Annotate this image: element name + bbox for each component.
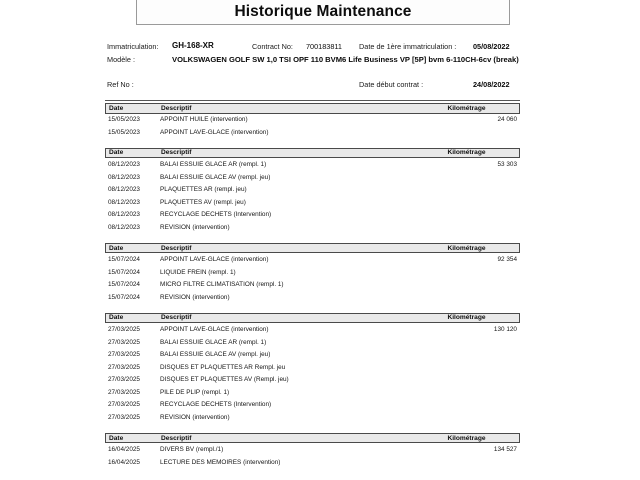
- cell-descriptif: DIVERS BV (rempl./1): [160, 446, 224, 454]
- cell-descriptif: DISQUES ET PLAQUETTES AV (Rempl. jeu): [160, 376, 289, 384]
- cell-descriptif: LIQUIDE FREIN (rempl. 1): [160, 268, 236, 276]
- cell-descriptif: APPOINT LAVE-GLACE (intervention): [160, 325, 269, 333]
- cell-descriptif: BALAI ESSUIE GLACE AV (rempl. jeu): [160, 351, 271, 359]
- column-header-date: Date: [109, 149, 124, 157]
- table-row: [105, 411, 520, 424]
- contract-number-value: 700183811: [306, 42, 342, 51]
- maintenance-tables: [105, 103, 520, 478]
- column-header-descriptif: Descriptif: [161, 104, 192, 112]
- table-header-row: [105, 313, 520, 324]
- contract-number-label: Contract No:: [252, 42, 293, 51]
- vehicle-info-block: [107, 42, 527, 94]
- table-row: [105, 183, 520, 196]
- cell-kilometrage: 130 120: [493, 325, 517, 333]
- header-separator-rule: [105, 100, 520, 101]
- cell-descriptif: DISQUES ET PLAQUETTES AR Rempl. jeu: [160, 363, 286, 371]
- cell-date: 08/12/2023: [108, 160, 140, 168]
- cell-date: 27/03/2025: [108, 414, 140, 422]
- cell-date: 27/03/2025: [108, 388, 140, 396]
- cell-date: 27/03/2025: [108, 338, 140, 346]
- column-header-date: Date: [109, 104, 124, 112]
- cell-kilometrage: 92 354: [497, 256, 517, 264]
- model-label: Modèle :: [107, 55, 135, 64]
- cell-date: 16/04/2025: [108, 446, 140, 454]
- cell-descriptif: REVISION (intervention): [160, 293, 230, 301]
- column-header-kilometrage: Kilométrage: [447, 434, 486, 442]
- column-header-date: Date: [109, 244, 124, 252]
- column-header-kilometrage: Kilométrage: [447, 149, 486, 157]
- page-title: Historique Maintenance: [234, 3, 412, 20]
- cell-date: 27/03/2025: [108, 376, 140, 384]
- table-row: [105, 114, 520, 127]
- table-row: [105, 171, 520, 184]
- table-row: [105, 278, 520, 291]
- cell-date: 15/05/2023: [108, 128, 140, 136]
- column-header-kilometrage: Kilométrage: [447, 314, 486, 322]
- cell-date: 15/07/2024: [108, 281, 140, 289]
- cell-kilometrage: 134 527: [493, 446, 517, 454]
- column-header-descriptif: Descriptif: [161, 244, 192, 252]
- contract-start-date-label: Date début contrat :: [359, 80, 424, 89]
- table-row: [105, 456, 520, 469]
- cell-date: 08/12/2023: [108, 186, 140, 194]
- cell-kilometrage: 24 060: [497, 116, 517, 124]
- first-registration-date-value: 05/08/2022: [473, 42, 510, 51]
- cell-descriptif: BALAI ESSUIE GLACE AR (rempl. 1): [160, 338, 267, 346]
- table-row: [105, 266, 520, 279]
- cell-date: 27/03/2025: [108, 401, 140, 409]
- model-value: VOLKSWAGEN GOLF SW 1,0 TSI OPF 110 BVM6 Life Business VP [5P] bvm 6-110CH-6cv (break): [172, 55, 519, 64]
- column-header-date: Date: [109, 434, 124, 442]
- cell-descriptif: MICRO FILTRE CLIMATISATION (rempl. 1): [160, 281, 284, 289]
- table-row: [105, 348, 520, 361]
- cell-descriptif: REVISION (intervention): [160, 414, 230, 422]
- cell-descriptif: RECYCLAGE DECHETS (Intervention): [160, 211, 272, 219]
- cell-date: 08/12/2023: [108, 198, 140, 206]
- cell-descriptif: PLAQUETTES AV (rempl. jeu): [160, 198, 246, 206]
- cell-date: 27/03/2025: [108, 351, 140, 359]
- table-row: [105, 323, 520, 336]
- cell-date: 27/03/2025: [108, 325, 140, 333]
- column-header-kilometrage: Kilométrage: [447, 104, 486, 112]
- maintenance-table: [105, 313, 520, 424]
- cell-descriptif: PILE DE PLIP (rempl. 1): [160, 388, 230, 396]
- cell-descriptif: APPOINT LAVE-GLACE (intervention): [160, 128, 269, 136]
- table-header-row: [105, 243, 520, 254]
- cell-date: 15/05/2023: [108, 116, 140, 124]
- table-row: [105, 361, 520, 374]
- cell-descriptif: BALAI ESSUIE GLACE AV (rempl. jeu): [160, 173, 271, 181]
- cell-descriptif: LECTURE DES MEMOIRES (intervention): [160, 458, 281, 466]
- info-row-registration: [107, 42, 527, 56]
- maintenance-table: [105, 103, 520, 139]
- info-row-model: [107, 56, 527, 80]
- cell-date: 08/12/2023: [108, 173, 140, 181]
- table-row: [105, 126, 520, 139]
- column-header-descriptif: Descriptif: [161, 314, 192, 322]
- cell-descriptif: BALAI ESSUIE GLACE AR (rempl. 1): [160, 160, 267, 168]
- cell-descriptif: PLAQUETTES AR (rempl. jeu): [160, 186, 247, 194]
- document-title-box: [136, 0, 510, 25]
- maintenance-table: [105, 148, 520, 234]
- table-row: [105, 336, 520, 349]
- immatriculation-value: GH-168-XR: [172, 41, 214, 50]
- cell-descriptif: APPOINT HUILE (intervention): [160, 116, 248, 124]
- table-row: [105, 443, 520, 456]
- table-header-row: [105, 433, 520, 444]
- cell-date: 15/07/2024: [108, 268, 140, 276]
- maintenance-table: [105, 433, 520, 469]
- cell-kilometrage: 53 303: [497, 160, 517, 168]
- table-row: [105, 196, 520, 209]
- table-header-row: [105, 148, 520, 159]
- table-header-row: [105, 103, 520, 114]
- table-row: [105, 253, 520, 266]
- table-row: [105, 209, 520, 222]
- info-row-reference: [107, 80, 527, 94]
- column-header-descriptif: Descriptif: [161, 434, 192, 442]
- cell-date: 08/12/2023: [108, 223, 140, 231]
- table-row: [105, 399, 520, 412]
- contract-start-date-value: 24/08/2022: [473, 80, 510, 89]
- column-header-kilometrage: Kilométrage: [447, 244, 486, 252]
- table-row: [105, 386, 520, 399]
- table-row: [105, 158, 520, 171]
- table-row: [105, 221, 520, 234]
- table-row: [105, 374, 520, 387]
- cell-date: 27/03/2025: [108, 363, 140, 371]
- cell-date: 15/07/2024: [108, 293, 140, 301]
- immatriculation-label: Immatriculation:: [107, 42, 159, 51]
- cell-descriptif: APPOINT LAVE-GLACE (intervention): [160, 256, 269, 264]
- cell-date: 08/12/2023: [108, 211, 140, 219]
- cell-date: 16/04/2025: [108, 458, 140, 466]
- cell-date: 15/07/2024: [108, 256, 140, 264]
- maintenance-table: [105, 243, 520, 304]
- column-header-date: Date: [109, 314, 124, 322]
- ref-number-label: Ref No :: [107, 80, 134, 89]
- column-header-descriptif: Descriptif: [161, 149, 192, 157]
- table-row: [105, 291, 520, 304]
- first-registration-date-label: Date de 1ère immatriculation :: [359, 42, 457, 51]
- cell-descriptif: RECYCLAGE DECHETS (Intervention): [160, 401, 272, 409]
- cell-descriptif: REVISION (intervention): [160, 223, 230, 231]
